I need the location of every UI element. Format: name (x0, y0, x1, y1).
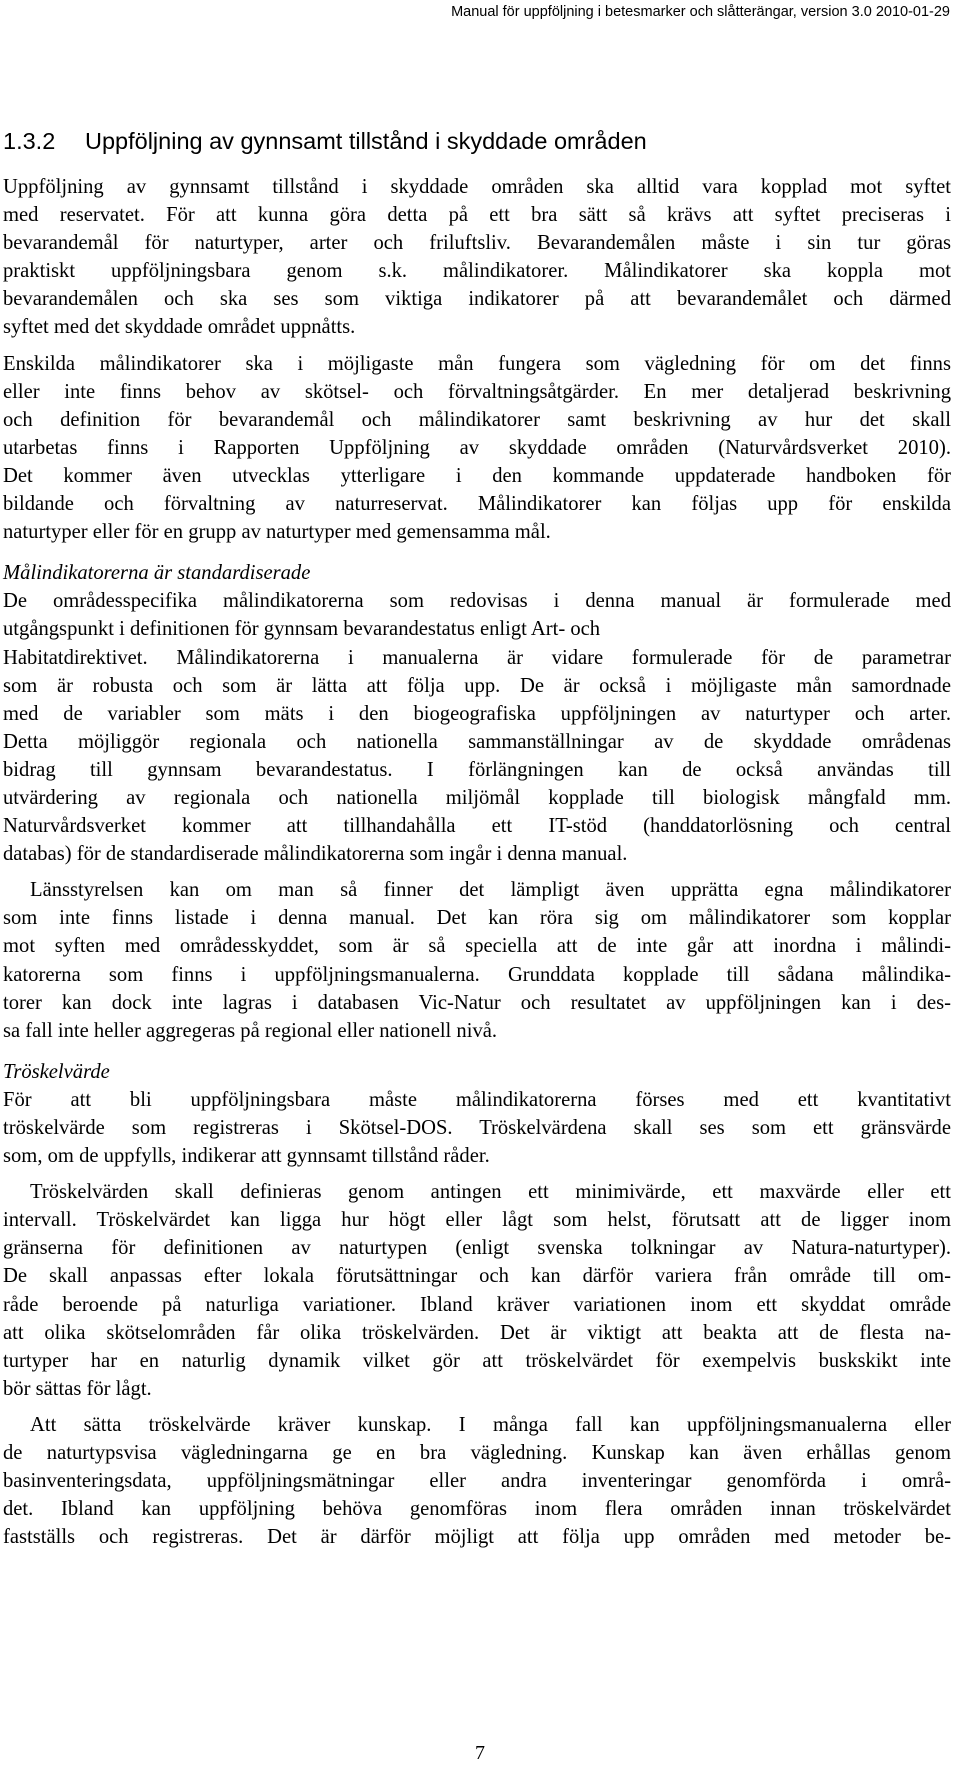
text-line: praktiskt uppföljningsbara genom s.k. målindikatorer. Målindikatorer ska koppla mot (3, 260, 951, 283)
paragraph-3 (3, 587, 951, 868)
text-line: Detta möjliggör regionala och nationella sammanställningar av de skyddade områdenas (3, 730, 951, 753)
text-line: De skall anpassas efter lokala förutsättningar och kan därför variera från område till om- (3, 1265, 951, 1288)
subheading-standardized: Målindikatorerna är standardiserade (3, 562, 311, 585)
text-line: bevarandemål för naturtyper, arter och friluftsliv. Bevarandemålen måste i sin tur göras (3, 232, 951, 255)
text-line: bildande och förvaltning av naturreservat. Målindikatorer kan följas upp för enskilda (3, 493, 951, 516)
text-line: som, om de uppfylls, indikerar att gynnsamt tillstånd råder. (3, 1145, 490, 1168)
text-line: Naturvårdsverket kommer att tillhandahålla ett IT-stöd (handdatorlösning och central (3, 815, 951, 838)
text-line: det. Ibland kan uppföljning behöva genomföras inom flera områden innan tröskelvärdet (3, 1498, 951, 1521)
text-line: utgångspunkt i definitionen för gynnsam bevarandestatus enligt Art- och (3, 618, 601, 641)
paragraph-7 (3, 1411, 951, 1551)
text-line: Det kommer även utvecklas ytterligare i den kommande uppdaterade handboken för (3, 464, 951, 487)
text-line: de naturtypsvisa vägledningarna ge en bra vägledning. Kunskap kan även erhållas genom (3, 1442, 951, 1465)
text-line: Att sätta tröskelvärde kräver kunskap. I många fall kan uppföljningsmanualerna eller (30, 1413, 951, 1436)
paragraph-2 (3, 350, 951, 547)
paragraph-6 (3, 1178, 951, 1403)
running-header (0, 0, 960, 26)
subheading-threshold: Tröskelvärde (3, 1060, 110, 1083)
text-line: eller inte finns behov av skötsel- och förvaltningsåtgärder. En mer detaljerad beskrivning (3, 380, 951, 403)
text-line: att olika skötselområden får olika tröskelvärden. Det är viktigt att beakta att de flesta na- (3, 1321, 951, 1344)
paragraph-1 (3, 173, 951, 342)
text-line: De områdesspecifika målindikatorerna som redovisas i denna manual är formulerade med (3, 590, 951, 613)
text-line: intervall. Tröskelvärdet kan ligga hur högt eller lågt som helst, förutsatt att de ligger inom (3, 1209, 951, 1232)
paragraph-5 (3, 1086, 951, 1170)
text-line: Uppföljning av gynnsamt tillstånd i skyddade områden ska alltid vara kopplad mot syftet (3, 176, 951, 198)
text-line: tröskelvärde som registreras i Skötsel-DOS. Tröskelvärdena skall ses som ett gränsvärde (3, 1117, 951, 1139)
text-line: mot syften med områdesskyddet, som är så speciella att de inte går att inordna i målindi- (3, 935, 951, 958)
body-text (3, 173, 951, 1551)
text-line: Tröskelvärden skall definieras genom antingen ett minimivärde, ett maxvärde eller ett (30, 1181, 951, 1204)
text-line: Länsstyrelsen kan om man så finner det lämpligt även upprätta egna målindikatorer (30, 879, 951, 902)
section-number: 1.3.2 (3, 128, 56, 154)
text-line: bör sättas för lågt. (3, 1377, 152, 1400)
text-line: sa fall inte heller aggregeras på regional eller nationell nivå. (3, 1019, 498, 1042)
text-line: bevarandemålen och ska ses som viktiga indikatorer på att bevarandemålet och därmed (3, 288, 951, 311)
text-line: För att bli uppföljningsbara måste målindikatorerna förses med ett kvantitativt (3, 1088, 951, 1111)
running-header-title: Manual för uppföljning i betesmarker och slåtterängar, version 3.0 2010-01-29 (451, 4, 950, 20)
text-line: med reservatet. För att kunna göra detta på ett bra sätt så krävs att syftet preciseras i (3, 204, 951, 227)
text-line: som är robusta och som är lätta att följa upp. De är också i möjligaste mån samordnade (3, 674, 951, 697)
text-line: bidrag till gynnsam bevarandestatus. I förlängningen kan de också användas till (3, 758, 951, 781)
text-line: fastställs och registreras. Det är därför möjligt att följa upp områden med metoder be- (3, 1526, 951, 1549)
text-line: som inte finns listade i denna manual. Det kan röra sig om målindikatorer som kopplar (3, 907, 951, 930)
text-line: råde beroende på naturliga variationer. Ibland kräver variationen inom ett skyddat område (3, 1293, 951, 1316)
text-line: katorerna som finns i uppföljningsmanualerna. Grunddata kopplade till sådana målindika- (3, 963, 951, 986)
text-line: med de variabler som mäts i den biogeografiska uppföljningen av naturtyper och arter. (3, 702, 951, 725)
text-line: Habitatdirektivet. Målindikatorerna i manualerna är vidare formulerade för de parametrar (3, 646, 951, 669)
text-line: Enskilda målindikatorer ska i möjligaste mån fungera som vägledning för om det finns (3, 352, 951, 375)
paragraph-4 (3, 876, 951, 1045)
text-line: turtyper har en naturlig dynamik vilket gör att tröskelvärdet för exempelvis buskskikt inte (3, 1349, 951, 1372)
text-line: utvärdering av regionala och nationella miljömål kopplade till biologisk mångfald mm. (3, 786, 951, 809)
text-line: databas) för de standardiserade målindikatorerna som ingår i denna manual. (3, 843, 628, 866)
section-title: Uppföljning av gynnsamt tillstånd i skyddade områden (85, 128, 647, 154)
text-line: torer kan dock inte lagras i databasen Vic-Natur och resultatet av uppföljningen kan i des- (3, 991, 951, 1014)
text-line: naturtyper eller för en grupp av naturtyper med gemensamma mål. (3, 521, 551, 544)
text-line: gränserna för definitionen av naturtypen (enligt svenska tolkningar av Natura-naturtyper). (3, 1237, 951, 1260)
text-line: och definition för bevarandemål och målindikatorer samt beskrivning av hur det skall (3, 408, 951, 431)
text-line: syftet med det skyddade området uppnåtts. (3, 316, 356, 339)
section-heading (3, 127, 647, 155)
text-line: basinventeringsdata, uppföljningsmätningar eller andra inventeringar genomförda i områ- (3, 1470, 951, 1493)
page-number: 7 (475, 1742, 485, 1764)
text-line: utarbetas finns i Rapporten Uppföljning av skyddade områden (Naturvårdsverket 2010). (3, 436, 951, 459)
